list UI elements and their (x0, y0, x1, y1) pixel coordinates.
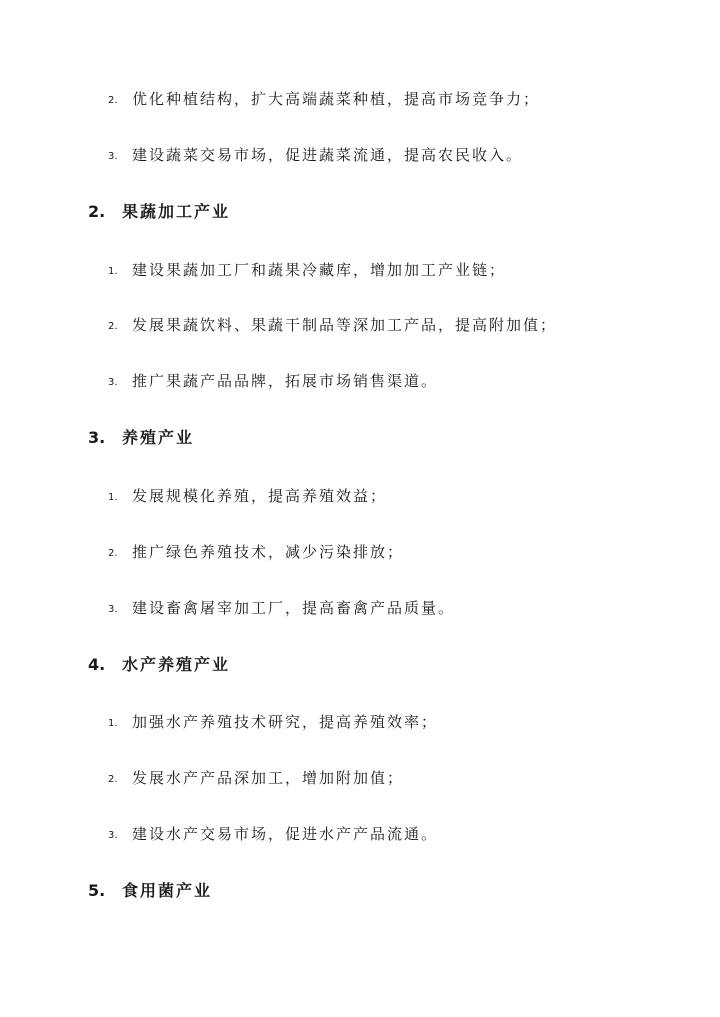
section-heading-number: 4. (88, 655, 106, 674)
list-item-text: 发展水产产品深加工，增加附加值； (132, 769, 405, 787)
section-heading-text: 养殖产业 (122, 428, 195, 447)
list-item-number: 1. (108, 718, 118, 729)
list-item (108, 145, 523, 167)
list-item-number: 2. (108, 321, 118, 332)
list-item-number: 2. (108, 774, 118, 785)
list-item-text: 建设畜禽屠宰加工厂，提高畜禽产品质量。 (132, 599, 456, 617)
section-heading (88, 201, 230, 223)
list-item (108, 315, 557, 337)
section-heading-text: 食用菌产业 (122, 881, 213, 900)
list-item-text: 建设果蔬加工厂和蔬果冷藏库，增加加工产业链； (132, 261, 507, 279)
list-item (108, 89, 540, 111)
list-item-number: 3. (108, 604, 118, 615)
section-heading-number: 2. (88, 202, 106, 221)
list-item (108, 768, 404, 790)
list-item-number: 3. (108, 830, 118, 841)
list-item-number: 2. (108, 548, 118, 559)
list-item (108, 824, 438, 846)
section-heading (88, 427, 194, 449)
section-heading-text: 果蔬加工产业 (122, 202, 231, 221)
list-item (108, 542, 404, 564)
section-heading (88, 654, 230, 676)
list-item (108, 598, 455, 620)
list-item-text: 建设蔬菜交易市场，促进蔬菜流通，提高农民收入。 (132, 146, 524, 164)
list-item-text: 推广果蔬产品品牌，拓展市场销售渠道。 (132, 372, 439, 390)
list-item-text: 推广绿色养殖技术，减少污染排放； (132, 543, 405, 561)
list-item-text: 优化种植结构，扩大高端蔬菜种植，提高市场竞争力； (132, 90, 541, 108)
section-heading-text: 水产养殖产业 (122, 655, 231, 674)
list-item-text: 发展规模化养殖，提高养殖效益； (132, 487, 388, 505)
list-item (108, 712, 438, 734)
list-item (108, 371, 438, 393)
list-item (108, 486, 387, 508)
list-item-number: 1. (108, 266, 118, 277)
section-heading-number: 3. (88, 428, 106, 447)
list-item-number: 3. (108, 377, 118, 388)
list-item (108, 260, 506, 282)
list-item-text: 加强水产养殖技术研究，提高养殖效率； (132, 713, 439, 731)
list-item-text: 建设水产交易市场，促进水产产品流通。 (132, 825, 439, 843)
list-item-text: 发展果蔬饮料、果蔬干制品等深加工产品，提高附加值； (132, 316, 558, 334)
section-heading (88, 880, 212, 902)
list-item-number: 1. (108, 492, 118, 503)
section-heading-number: 5. (88, 881, 106, 900)
list-item-number: 3. (108, 151, 118, 162)
list-item-number: 2. (108, 95, 118, 106)
